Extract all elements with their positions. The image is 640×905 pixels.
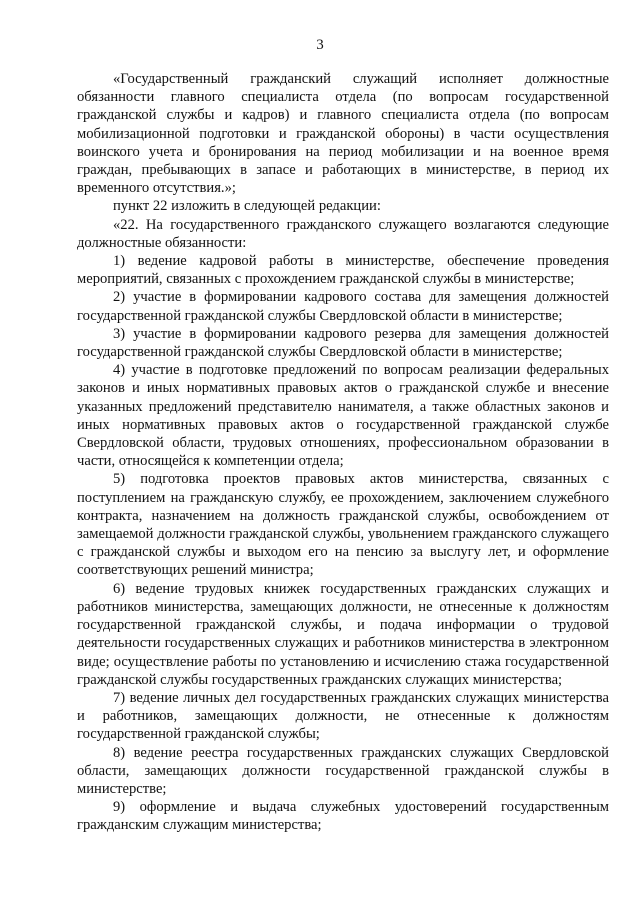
document-body bbox=[77, 70, 609, 835]
paragraph-duty-5: 5) подготовка проектов правовых актов министерства, связанных с поступлением на гражданскую службу, ее прохождением, заключением служебного контракта, назначением на должность гражданской службы, освобождением от замещаемой должности гражданской службы, увольнением гражданского служащего с гражданской службы и выходом его на пенсию за выслугу лет, и оформление соответствующих решений министра; bbox=[77, 471, 609, 579]
paragraph-duty-3: 3) участие в формировании кадрового резерва для замещения должностей государственной гражданской службы Свердловской области в министерстве; bbox=[77, 325, 609, 361]
paragraph-duty-7: 7) ведение личных дел государственных гражданских служащих министерства и работников, замещающих должности, не отнесенные к должностям государственной гражданской службы; bbox=[77, 689, 609, 743]
paragraph-quote-duties-substitution: «Государственный гражданский служащий исполняет должностные обязанности главного специалиста отдела (по вопросам государственной гражданской службы и кадров) и главного специалиста отдела (по вопросам мобилизационной подготовки и гражданской обороны) в части осуществления воинского учета и бронирования на период мобилизации и на военное время граждан, пребывающих в запасе и работающих в министерстве, в период их временного отсутствия.»; bbox=[77, 71, 609, 197]
paragraph-duty-2: 2) участие в формировании кадрового состава для замещения должностей государственной гражданской службы Свердловской области в министерстве; bbox=[77, 289, 609, 324]
paragraph-duty-6: 6) ведение трудовых книжек государственных гражданских служащих и работников министерства, замещающих должности, не отнесенные к должностям государственной гражданской службы, и подача информации о трудовой деятельности государственных служащих и работников министерства в электронном виде; осуществление работы по установлению и исчислению стажа государственной гражданской службы государственных гражданских служащих министерства; bbox=[77, 580, 609, 688]
paragraph-duty-8: 8) ведение реестра государственных гражданских служащих Свердловской области, замещающих должности государственной гражданской службы в министерстве; bbox=[77, 744, 609, 797]
paragraph-duty-9: 9) оформление и выдача служебных удостоверений государственным гражданским служащим министерства; bbox=[77, 799, 609, 834]
paragraph-duty-4: 4) участие в подготовке предложений по вопросам реализации федеральных законов и иных нормативных правовых актов о гражданской службе и внесение указанных предложений представителю нанимателя, а также областных законов и иных нормативных правовых актов о государственной гражданской службе Свердловской области, трудовых отношениях, профессиональном образовании в части, относящейся к компетенции отдела; bbox=[77, 362, 609, 470]
page-number: 3 bbox=[316, 37, 324, 53]
paragraph-item22-instruction: пункт 22 изложить в следующей редакции: bbox=[113, 198, 381, 215]
paragraph-item22-heading: «22. На государственного гражданского служащего возлагаются следующие должностные обязанности: bbox=[77, 216, 609, 251]
paragraph-duty-1: 1) ведение кадровой работы в министерстве, обеспечение проведения мероприятий, связанных с прохождением гражданской службы в министерстве; bbox=[77, 253, 609, 288]
